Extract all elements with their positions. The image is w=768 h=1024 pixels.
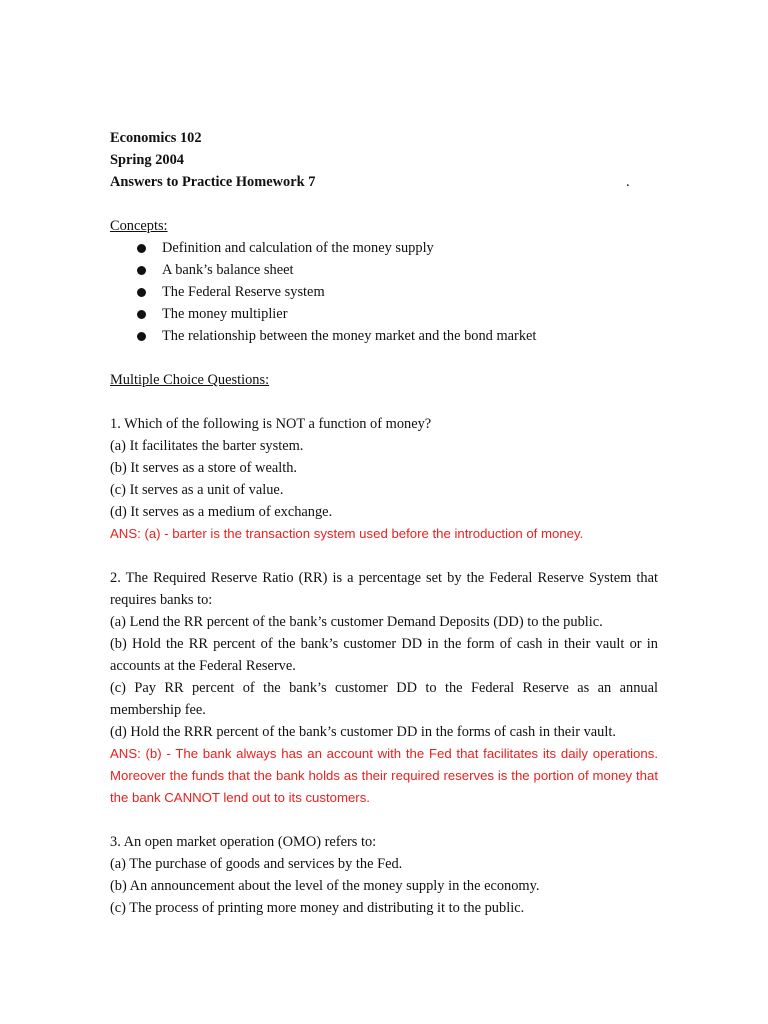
answer-option: (d) Hold the RRR percent of the bank’s customer DD in the forms of cash in their vault. (110, 724, 616, 740)
answer-option: (b) Hold the RR percent of the bank’s customer DD in the form of cash in their vault or in accounts at the Federal Reserve. (110, 636, 658, 674)
trailing-mark: . (626, 174, 630, 190)
list-item (110, 237, 658, 259)
list-item (110, 259, 658, 281)
concepts-list (110, 237, 658, 347)
answer-option: (a) The purchase of goods and services by the Fed. (110, 856, 403, 872)
answer-option: (c) The process of printing more money and distributing it to the public. (110, 900, 525, 916)
bullet-icon (137, 332, 146, 341)
question-stem: 3. An open market operation (OMO) refers to: (110, 834, 377, 850)
bullet-icon (137, 288, 146, 297)
spacer (110, 809, 658, 831)
answer-option: (b) An announcement about the level of the money supply in the economy. (110, 878, 540, 894)
question-stem: 2. The Required Reserve Ratio (RR) is a percentage set by the Federal Reserve System that requires banks to: (110, 570, 658, 608)
answer-option: (c) It serves as a unit of value. (110, 482, 284, 498)
spacer (110, 193, 658, 215)
list-item-text: A bank’s balance sheet (162, 262, 294, 278)
spacer (110, 391, 658, 413)
list-item-text: Definition and calculation of the money supply (162, 240, 434, 256)
spacer (110, 545, 658, 567)
spacer (110, 347, 658, 369)
concepts-label: Concepts: (110, 218, 168, 234)
list-item-text: The money multiplier (162, 306, 288, 322)
list-item (110, 281, 658, 303)
course-title: Economics 102 (110, 130, 202, 146)
question-2 (110, 567, 658, 809)
bullet-icon (137, 244, 146, 253)
list-item (110, 325, 658, 347)
answer-option: (d) It serves as a medium of exchange. (110, 504, 333, 520)
question-3 (110, 831, 658, 919)
list-item-text: The relationship between the money market and the bond market (162, 328, 537, 344)
answer-option: (c) Pay RR percent of the bank’s customer DD to the Federal Reserve as an annual membership fee. (110, 680, 658, 718)
bullet-icon (137, 310, 146, 319)
term-label: Spring 2004 (110, 152, 184, 168)
answer-explanation: ANS: (a) - barter is the transaction system used before the introduction of money. (110, 526, 584, 541)
document-title: Answers to Practice Homework 7 (110, 174, 316, 190)
mcq-label: Multiple Choice Questions: (110, 372, 270, 388)
answer-option: (b) It serves as a store of wealth. (110, 460, 298, 476)
document-body (110, 127, 658, 919)
answer-explanation: ANS: (b) - The bank always has an account with the Fed that facilitates its daily operations. Moreover the funds that the bank holds as their required reserves is the portion of money that the bank CANNOT lend out to its customers. (110, 746, 658, 805)
question-1 (110, 413, 658, 545)
list-item (110, 303, 658, 325)
question-stem: 1. Which of the following is NOT a function of money? (110, 416, 432, 432)
bullet-icon (137, 266, 146, 275)
answer-option: (a) Lend the RR percent of the bank’s customer Demand Deposits (DD) to the public. (110, 614, 603, 630)
answer-option: (a) It facilitates the barter system. (110, 438, 304, 454)
list-item-text: The Federal Reserve system (162, 284, 325, 300)
document-heading-row (110, 171, 658, 193)
